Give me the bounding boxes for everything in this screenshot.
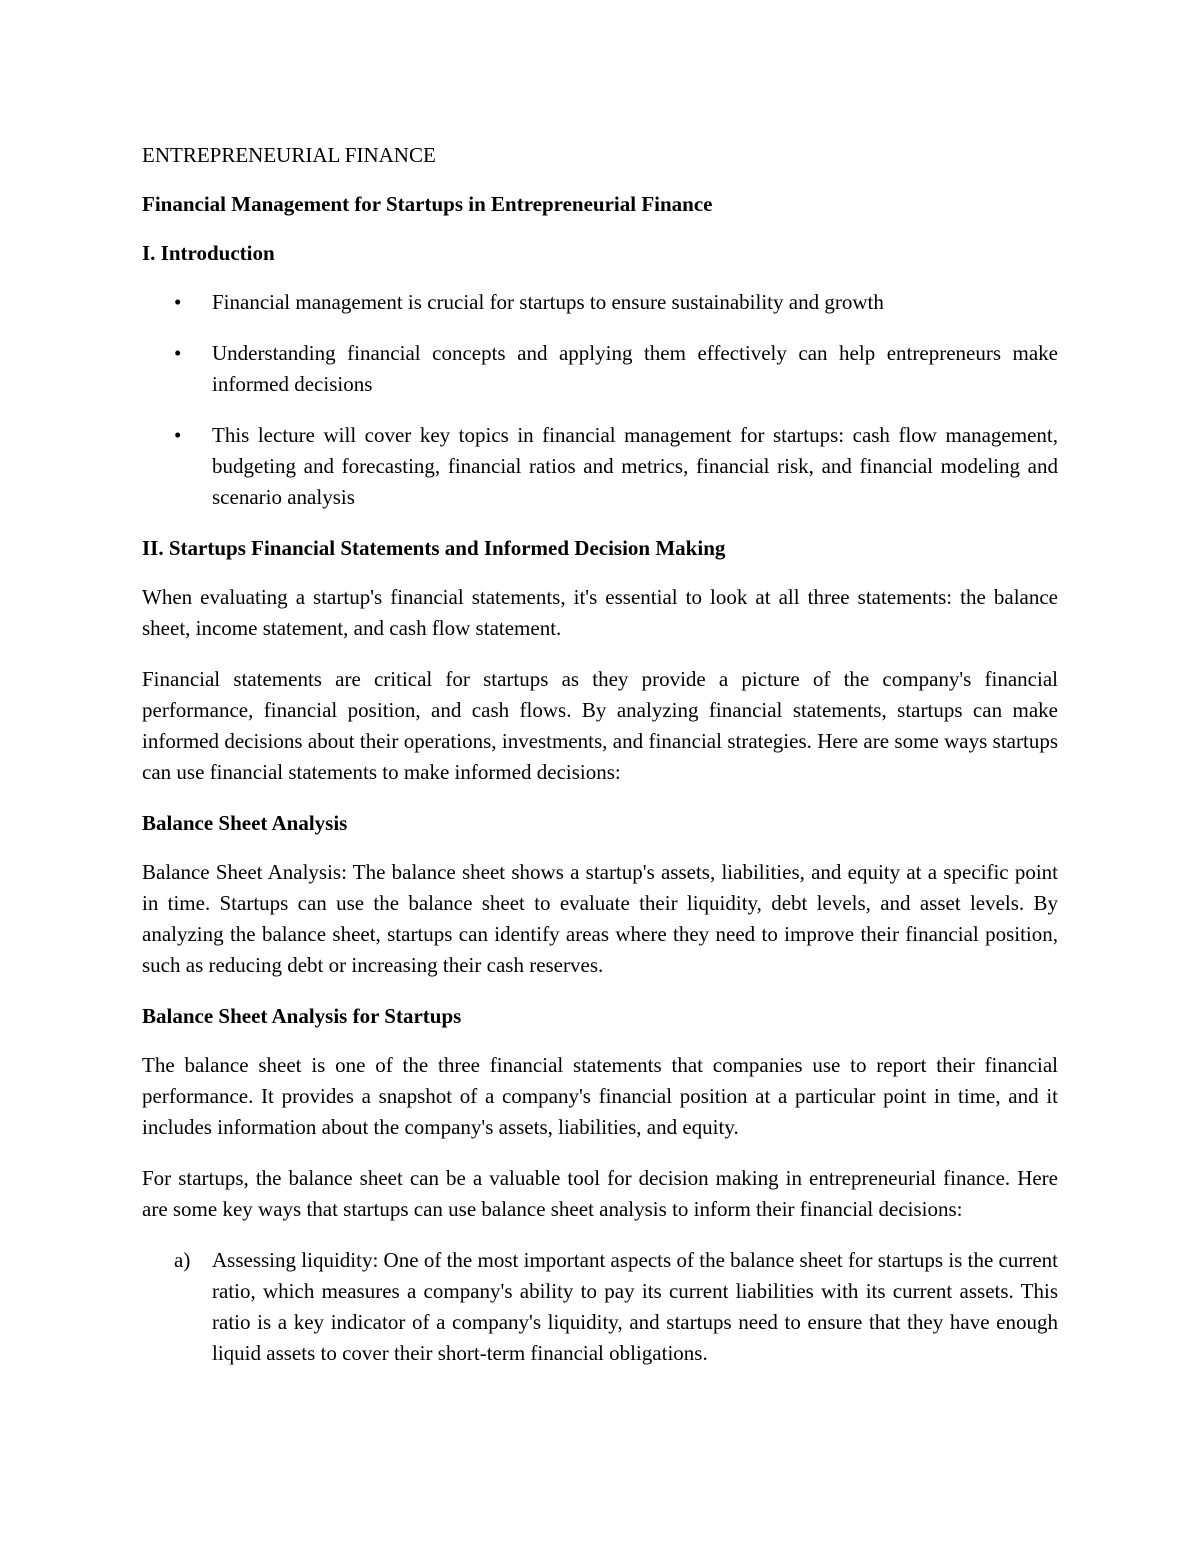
introduction-bullet-list — [142, 287, 1058, 513]
lettered-list — [142, 1245, 1058, 1369]
bullet-icon: • — [174, 290, 182, 314]
paragraph: For startups, the balance sheet can be a valuable tool for decision making in entrepreneurial finance. Here are some key ways that startups can use balance sheet analysis to inform their financial decisions: — [142, 1166, 1058, 1221]
list-item — [142, 287, 1058, 318]
list-item — [142, 338, 1058, 400]
list-item-text: This lecture will cover key topics in financial management for startups: cash flow management, budgeting and forecasting, financial ratios and metrics, financial risk, and financial modeling and scenario analysis — [212, 423, 1058, 509]
list-item — [142, 420, 1058, 513]
list-item — [142, 1245, 1058, 1369]
bullet-icon: • — [174, 423, 182, 447]
list-item-text: Understanding financial concepts and applying them effectively can help entrepreneurs make informed decisions — [212, 341, 1058, 396]
list-item-text: Assessing liquidity: One of the most important aspects of the balance sheet for startups is the current ratio, which measures a company's ability to pay its current liabilities with its current assets. This ratio is a key indicator of a company's liquidity, and startups need to ensure that they have enough liquid assets to cover their short-term financial obligations. — [212, 1248, 1058, 1365]
list-marker: a) — [174, 1248, 191, 1272]
section-heading-financial-statements: II. Startups Financial Statements and Informed Decision Making — [142, 536, 726, 560]
document-body — [142, 140, 1058, 1369]
paragraph: When evaluating a startup's financial statements, it's essential to look at all three statements: the balance sheet, income statement, and cash flow statement. — [142, 585, 1058, 640]
paragraph: Balance Sheet Analysis: The balance sheet shows a startup's assets, liabilities, and equity at a specific point in time. Startups can use the balance sheet to evaluate their liquidity, debt levels, and asset levels. By analyzing the balance sheet, startups can identify areas where they need to improve their financial position, such as reducing debt or increasing their cash reserves. — [142, 860, 1058, 977]
document-title: ENTREPRENEURIAL FINANCE — [142, 143, 436, 167]
paragraph: Financial statements are critical for startups as they provide a picture of the company's financial performance, financial position, and cash flows. By analyzing financial statements, startups can make informed decisions about their operations, investments, and financial strategies. Here are some ways startups can use financial statements to make informed decisions: — [142, 667, 1058, 784]
section-heading-balance-sheet-analysis: Balance Sheet Analysis — [142, 811, 348, 835]
document-subtitle: Financial Management for Startups in Entrepreneurial Finance — [142, 192, 713, 216]
section-heading-balance-sheet-startups: Balance Sheet Analysis for Startups — [142, 1004, 462, 1028]
paragraph: The balance sheet is one of the three financial statements that companies use to report their financial performance. It provides a snapshot of a company's financial position at a particular point in time, and it includes information about the company's assets, liabilities, and equity. — [142, 1053, 1058, 1139]
list-item-text: Financial management is crucial for startups to ensure sustainability and growth — [212, 290, 884, 314]
bullet-icon: • — [174, 341, 182, 365]
section-heading-introduction: I. Introduction — [142, 241, 275, 265]
